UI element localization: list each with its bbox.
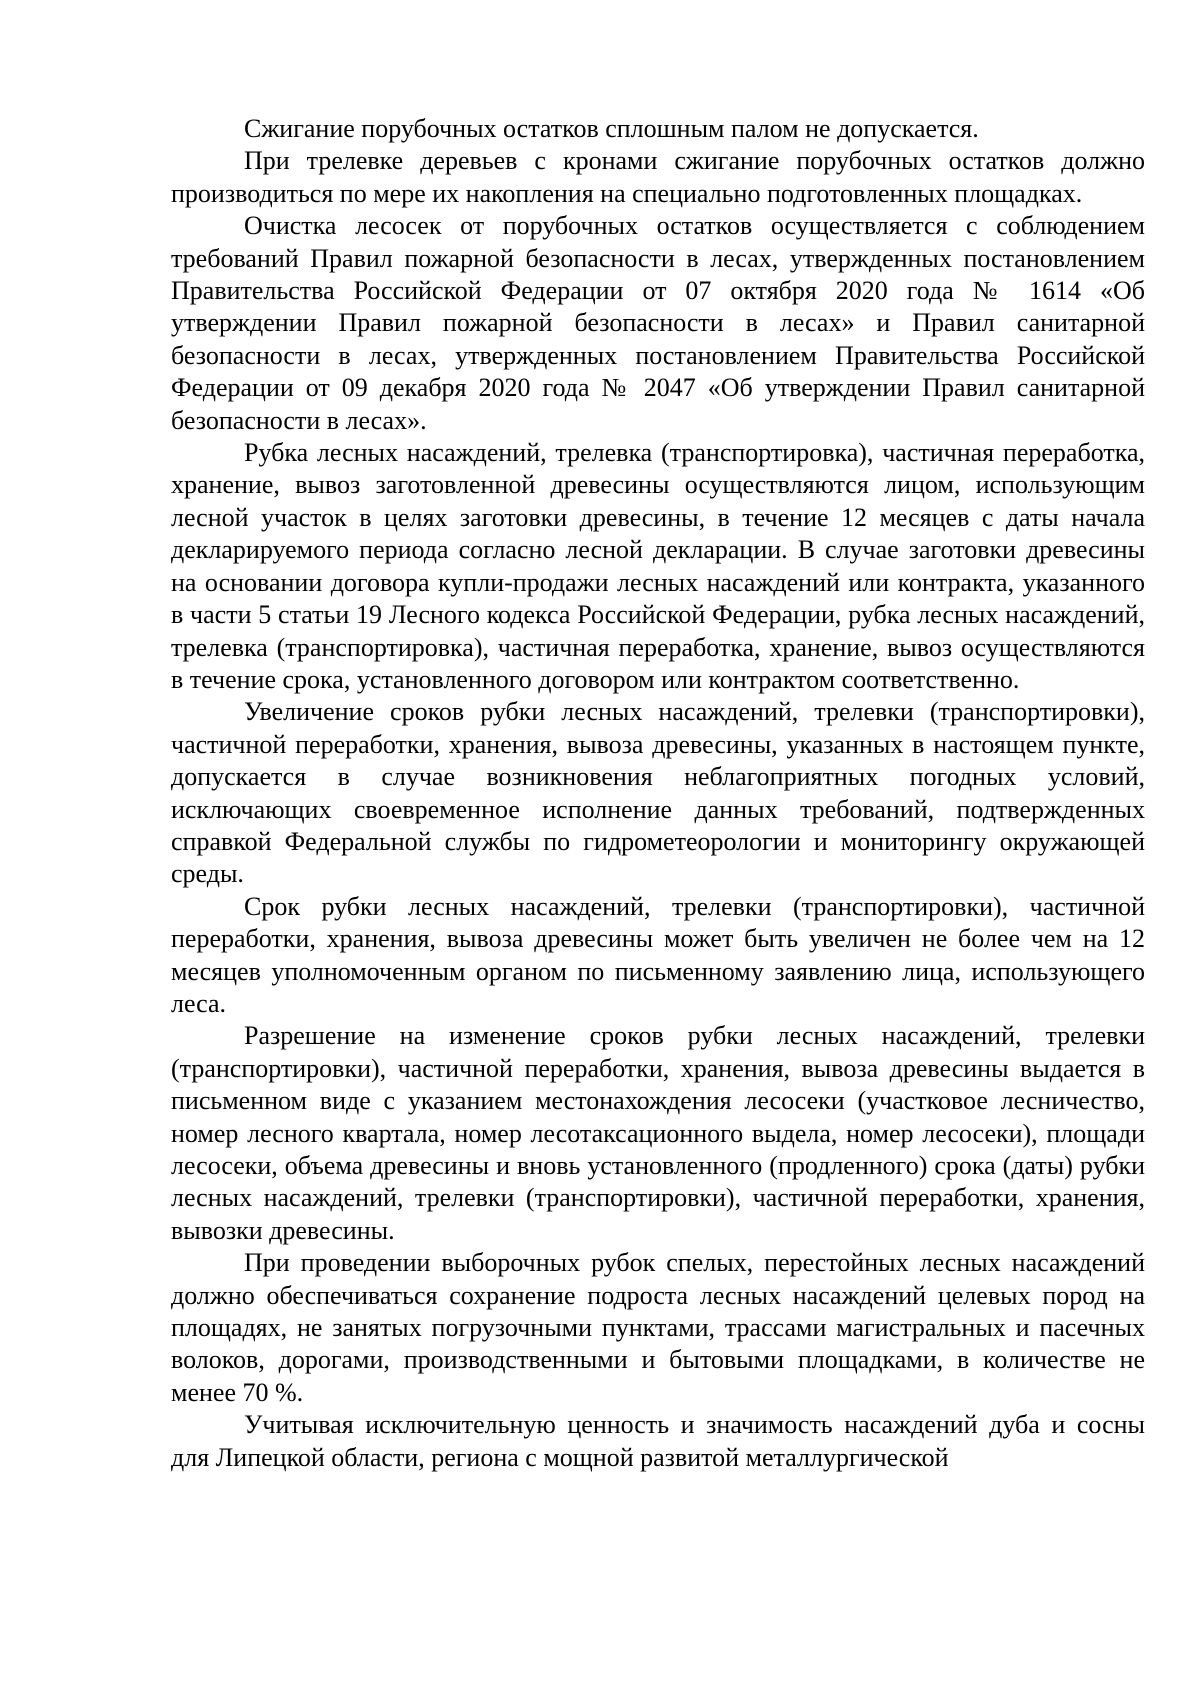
- paragraph-term-extension-limit: Срок рубки лесных насаждений, трелевки (транспортировки), частичной переработки, хранения, вывоза древесины может быть увеличен не более чем на 12 месяцев уполномоченным органом по письменному заявлению лица, использующего леса.: [171, 891, 1145, 1018]
- paragraph-crown-skidding: При трелевке деревьев с кронами сжигание порубочных остатков должно производиться по мере их накопления на специально подготовленных площадках.: [171, 146, 1145, 208]
- document-page: [171, 113, 1145, 1474]
- paragraph-oak-pine-value: Учитывая исключительную ценность и значимость насаждений дуба и сосны для Липецкой области, региона с мощной развитой металлургической: [171, 1410, 1145, 1472]
- paragraph-cleanup-rules: Очистка лесосек от порубочных остатков осуществляется с соблюдением требований Правил пожарной безопасности в лесах, утвержденных постановлением Правительства Российской Федерации от 07 октября 2020 года № 1614 «Об утверждении Правил пожарной безопасности в лесах» и Правил санитарной безопасности в лесах, утвержденных постановлением Правительства Российской Федерации от 09 декабря 2020 года № 2047 «Об утверждении Правил санитарной безопасности в лесах».: [171, 211, 1145, 435]
- paragraph-logging-terms: Рубка лесных насаждений, трелевка (транспортировка), частичная переработка, хранение, вывоз заготовленной древесины осуществляются лицом, использующим лесной участок в целях заготовки древесины, в течение 12 месяцев с даты начала декларируемого периода согласно лесной декларации. В случае заготовки древесины на основании договора купли-продажи лесных насаждений или контракта, указанного в части 5 статьи 19 Лесного кодекса Российской Федерации, рубка лесных насаждений, трелевка (транспортировка), частичная переработка, хранение, вывоз осуществляются в течение срока, установленного договором или контрактом соответственно.: [171, 438, 1145, 694]
- paragraph-term-extension-weather: Увеличение сроков рубки лесных насаждений, трелевки (транспортировки), частичной переработки, хранения, вывоза древесины, указанных в настоящем пункте, допускается в случае возникновения неблагоприятных погодных условий, исключающих своевременное исполнение данных требований, подтвержденных справкой Федеральной службы по гидрометеорологии и мониторингу окружающей среды.: [171, 697, 1145, 889]
- paragraph-selective-logging: При проведении выборочных рубок спелых, перестойных лесных насаждений должно обеспечиваться сохранение подроста лесных насаждений целевых пород на площадях, не занятых погрузочными пунктами, трассами магистральных и пасечных волоков, дорогами, производственными и бытовыми площадками, в количестве не менее 70 %.: [171, 1248, 1145, 1407]
- paragraph-extension-permit: Разрешение на изменение сроков рубки лесных насаждений, трелевки (транспортировки), частичной переработки, хранения, вывоза древесины выдается в письменном виде с указанием местонахождения лесосеки (участковое лесничество, номер лесного квартала, номер лесотаксационного выдела, номер лесосеки), площади лесосеки, объема древесины и вновь установленного (продленного) срока (даты) рубки лесных насаждений, трелевки (транспортировки), частичной переработки, хранения, вывозки древесины.: [171, 1021, 1145, 1245]
- paragraph-slash-burning: Сжигание порубочных остатков сплошным палом не допускается.: [244, 114, 979, 143]
